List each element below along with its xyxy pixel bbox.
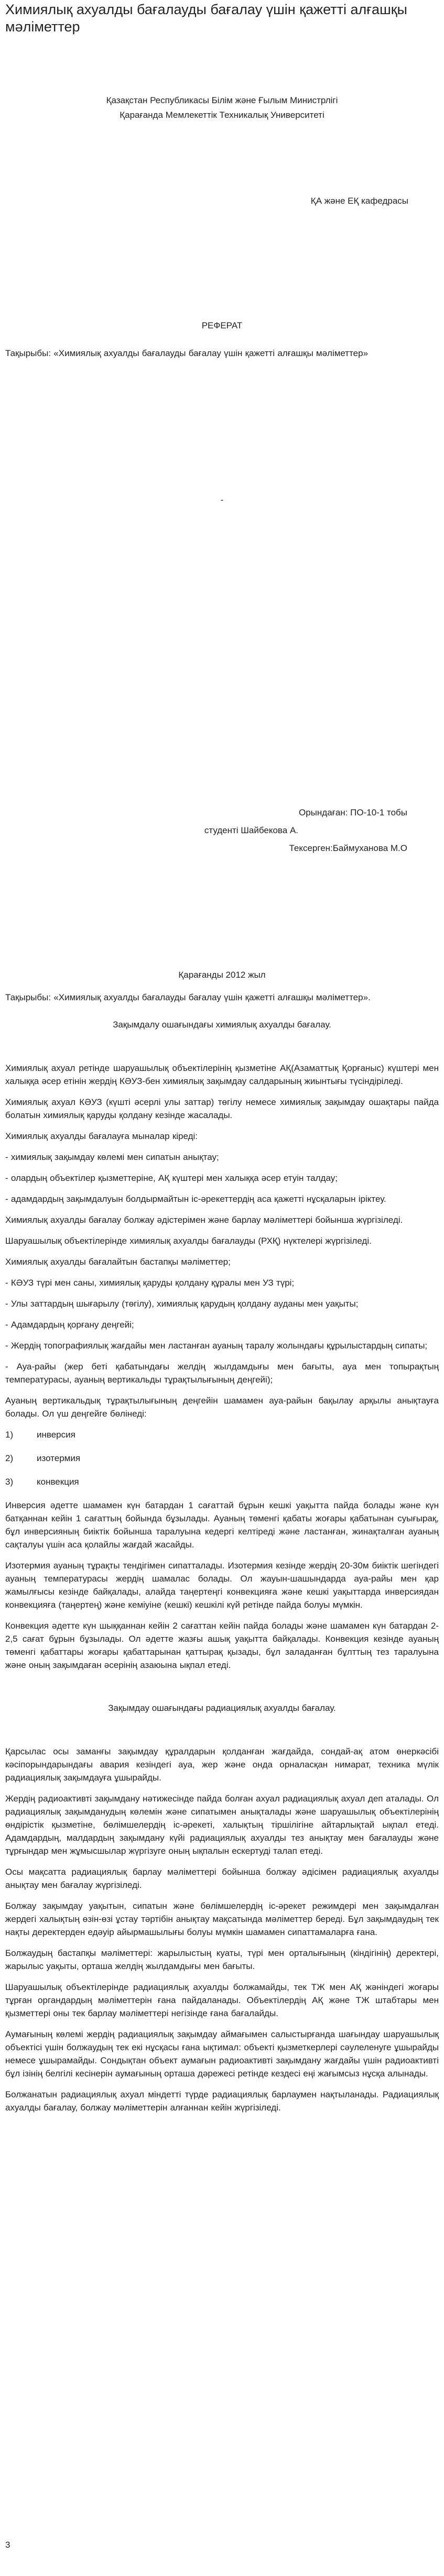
paragraph: Шаруашылық объектілерінде химиялық ахуалды бағалауды (РХҚ) нүктелері жүргізіледі. xyxy=(5,1236,372,1246)
list-item: - Ауа-райы (жер беті қабатындағы желдің жылдамдығы мен бағыты, ауа мен топырақтың температурасы, ауаның вертикальды тұрақтылығының деңгейі); xyxy=(5,1362,439,1385)
list-item: - Жердің топографиялық жағдайы мен ластанған ауаның таралу жолындағы құрылыстардың сипаты; xyxy=(5,1341,428,1351)
stability-item xyxy=(5,1428,439,1441)
performed-by: Орындаған: ПО-10-1 тобы xyxy=(298,808,407,817)
paragraph: Химиялық ахуалды бағалауға мыналар кіреді: xyxy=(5,1131,198,1141)
student-name: студенті Шайбекова А. xyxy=(204,825,298,835)
paragraph: Конвекция әдетте күн шыққаннан кейін 2 сағаттан кейін пайда болады және шамамен күн батардан 2-2,5 сағат бұрын бұзылады. Ол әдетте жазғы ашық уақытта байқалады. Конвекция кезінде ауаның төменгі қабаттары жоғары қабаттарынан қаттырақ қызады, бұл заладанған бұлттың тез таралуына және оның зақымдаған әсерінің азаюына ықпал етеді. xyxy=(5,1621,439,1670)
list-item: - химиялық зақымдау көлемі мен сипатын анықтау; xyxy=(5,1152,219,1162)
list-item: - КӘУЗ түрі мен саны, химиялық қаруды қолдану құралы мен УЗ түрі; xyxy=(5,1278,295,1288)
signers-block xyxy=(5,804,439,857)
paragraph: Химиялық ахуалды бағалайтын бастапқы мәліметтер; xyxy=(5,1257,231,1267)
paragraph: Изотермия ауаның тұрақты тендігімен сипатталады. Изотермия кезінде жердің 20-30м биіктік шегіндегі ауаның температурасы жердің шамалас болады. Ол жауын-шашындарда ауа-райы мен қар жамылғысы кезінде байқалады, алайда таңертеңгі конвекцияға және кешкі уақыттарда инверсиядан конвекцияға (таңертең) және кеміуіне (кешкі) кешкілі күй ретінде пайда болуы мүмкін. xyxy=(5,1561,439,1610)
abstract-label: РЕФЕРАТ xyxy=(201,320,243,330)
paragraph: Ауаның вертикальдық тұрақтылығының деңгейін шамамен ауа-райын бақылау арқылы анықтауға болады. Ол үш деңгейге бөлінеді: xyxy=(5,1396,439,1419)
list-item: - Улы заттардың шығарылу (төгілу), химиялық қарудың қолдану ауданы мен уақыты; xyxy=(5,1299,359,1309)
list-item: - олардың объектілер қызметтеріне, АҚ күштері мен халыққа әсер етуін талдау; xyxy=(5,1173,338,1183)
item-number: 1) xyxy=(5,1430,14,1440)
paragraph: Аумағының көлемі жердің радиациялық зақымдау аймағымен салыстырғанда шағындау шаруашылық объектісі үшін болжаудың тек екі нұсқасы ғана ықтимал: объекті қызметкерлері сәулеленуге ұшырайды немесе ұшырамайды. Сондықтан объект аумағын радиоактивті зақымдану жағдайы үшін радиоактивті бұл ізінің белгілі кесінерін аумағының орташа дәрежесі ретінде кездесі еңі жағымсыз нұсқа алынады. xyxy=(5,2029,439,2079)
topic-line-2: Тақырыбы: «Химиялық ахуалды бағалауды бағалау үшін қажетті алғашқы мәліметтер». xyxy=(5,992,371,1002)
document-title: Химиялық ахуалды бағалауды бағалау үшін қажетті алғашқы мәліметтер xyxy=(5,2,407,35)
department-name: ҚА және ЕҚ кафедрасы xyxy=(310,196,408,206)
page-number: 3 xyxy=(5,2540,10,2550)
topic-line: Тақырыбы: «Химиялық ахуалды бағалауды бағалау үшін қажетті алғашқы мәліметтер» xyxy=(5,348,369,358)
item-number: 2) xyxy=(5,1453,14,1463)
list-item: - Адамдардың қорғану деңгейі; xyxy=(5,1320,134,1330)
city-year: Қарағанды 2012 жыл xyxy=(178,970,266,980)
paragraph: Химиялық ахуал ретінде шаруашылық объектілерінің қызметіне АҚ(Азаматтық Қорғаныс) күштері мен халыққа әсер етінін жердің КӘУЗ-бен химиялық зақымдау салдарының жиынтығы түсіндіріледі. xyxy=(5,1063,439,1086)
university-name: Қарағанда Мемлекеттік Техникалық Университеті xyxy=(120,110,324,120)
paragraph: Инверсия әдетте шамамен күн батардан 1 сағаттай бұрын кешкі уақытта пайда болады және күн батқаннан кейін 1 сағаттың бойында бұзылады. Ауаның төменгі қабаты жоғары қабатынан суығырақ, бұл инверсияның биіктік бойынша таралуына кедергі келтіреді және ластанған, жинақталған ауаның сақталуы үшін аса қолайлы жағдай жасайды. xyxy=(5,1500,439,1550)
item-number: 3) xyxy=(5,1477,14,1487)
section-2-title: Зақымдау ошағындағы радиациялық ахуалды бағалау. xyxy=(108,1703,336,1713)
item-label: инверсия xyxy=(37,1430,75,1440)
separator-dash: - xyxy=(220,495,224,505)
item-label: изотермия xyxy=(37,1453,81,1463)
paragraph: Болжаудың бастапқы мәліметтері: жарылыстың куаты, түрі мен орталығының (кіндігінің) деректері, жарылыс уақыты, орташа желдің жылдамдығы мен бағыты. xyxy=(5,1948,439,1971)
list-item: - адамдардың зақымдалуын болдырмайтын іс-әрекеттердің аса қажетті нұсқаларын іріктеу. xyxy=(5,1194,386,1204)
section-1-body xyxy=(5,1062,439,1672)
section-1-title: Зақымдалу ошағындағы химиялық ахуалды бағалау. xyxy=(113,1020,331,1030)
stability-list xyxy=(5,1428,439,1488)
paragraph: Химиялық ахуал КӘУЗ (күшті әсерлі улы заттар) төгілу немесе химиялық зақымдау ошақтары пайда болатын химиялық қаруды қолдану кезінде жасалады. xyxy=(5,1097,439,1120)
paragraph: Шаруашылық объектілерінде радиациялық ахуалды болжамайды, тек ТЖ мен АҚ жәніндегі жоғары тұрған органдардың мәліметтерін ғана пайдаланады. Объектілердің АҚ және ТЖ штабтары мен қызметтері оны тек барлау мәліметтері негізінде ғана бағалайды. xyxy=(5,1982,439,2018)
section-2-body xyxy=(5,1745,439,2114)
paragraph: Қарсылас осы заманғы зақымдау құралдарын қолданған жағдайда, сондай-ақ атом өнеркәсібі кәсіпорындарындағы авария кезіндегі ауа, жер және онда орналасқан нимарат, техника мүлік радиациялық зақымдауға ұшырайды. xyxy=(5,1746,439,1783)
stability-item xyxy=(5,1475,439,1488)
paragraph: Жердің радиоактивті зақымдану нәтижесінде пайда болған ахуал радиациялық ахуал деп аталады. Ол радиациялық зақымданудың көлемін және сипатымен анықталады және шаруашылық объектілерінің өндірістік қызметіне, бөлімшелердің іс-әрекеті, халықтың тіршілігіне айтарлықтай ықпал етеді. Адамдардың, малдардың зақымдану күйі радиациялық ахуалды тез анықтау мен бағалауды және тұрғындар мен жұмысшылар жүргізуге оның ықпалын ескертуді талап етеді. xyxy=(5,1794,439,1856)
item-label: конвекция xyxy=(37,1477,79,1487)
paragraph: Осы мақсатта радиациялық барлау мәліметтері бойынша болжау әдісімен радиациялық ахуалды анықтау мен бағалау жүргізіледі. xyxy=(5,1867,439,1890)
paragraph: Болжанатын радиациялық ахуал міндетті түрде радиациялық барлаумен нақтыланады. Радиациялық ахуалды бағалау, болжау мәліметтерін алғаннан кейін жүргізіледі. xyxy=(5,2089,439,2113)
ministry-name: Қазақстан Республикасы Білім және Ғылым Министрлігі xyxy=(106,95,338,105)
stability-item xyxy=(5,1452,439,1465)
paragraph: Болжау зақымдау уақытын, сипатын және бөлімшелердің іс-әрекет режимдері мен зақымдалған жердегі халықтың өзін-өзі ұстау тәртібін анықтау мақсатында мәліметтер береді. Бұл зақымдаудың тек нақты деректерден едәуір айырмашылығы болуы мүмкін шамамен сипаттамаларға ғана. xyxy=(5,1901,439,1937)
title-page-header xyxy=(5,93,439,123)
reviewer-name: Тексерген:Баймуханова М.О xyxy=(289,843,407,853)
paragraph: Химиялық ахуалды бағалау болжау әдістерімен және барлау мәліметтері бойынша жүргізіледі. xyxy=(5,1215,403,1225)
